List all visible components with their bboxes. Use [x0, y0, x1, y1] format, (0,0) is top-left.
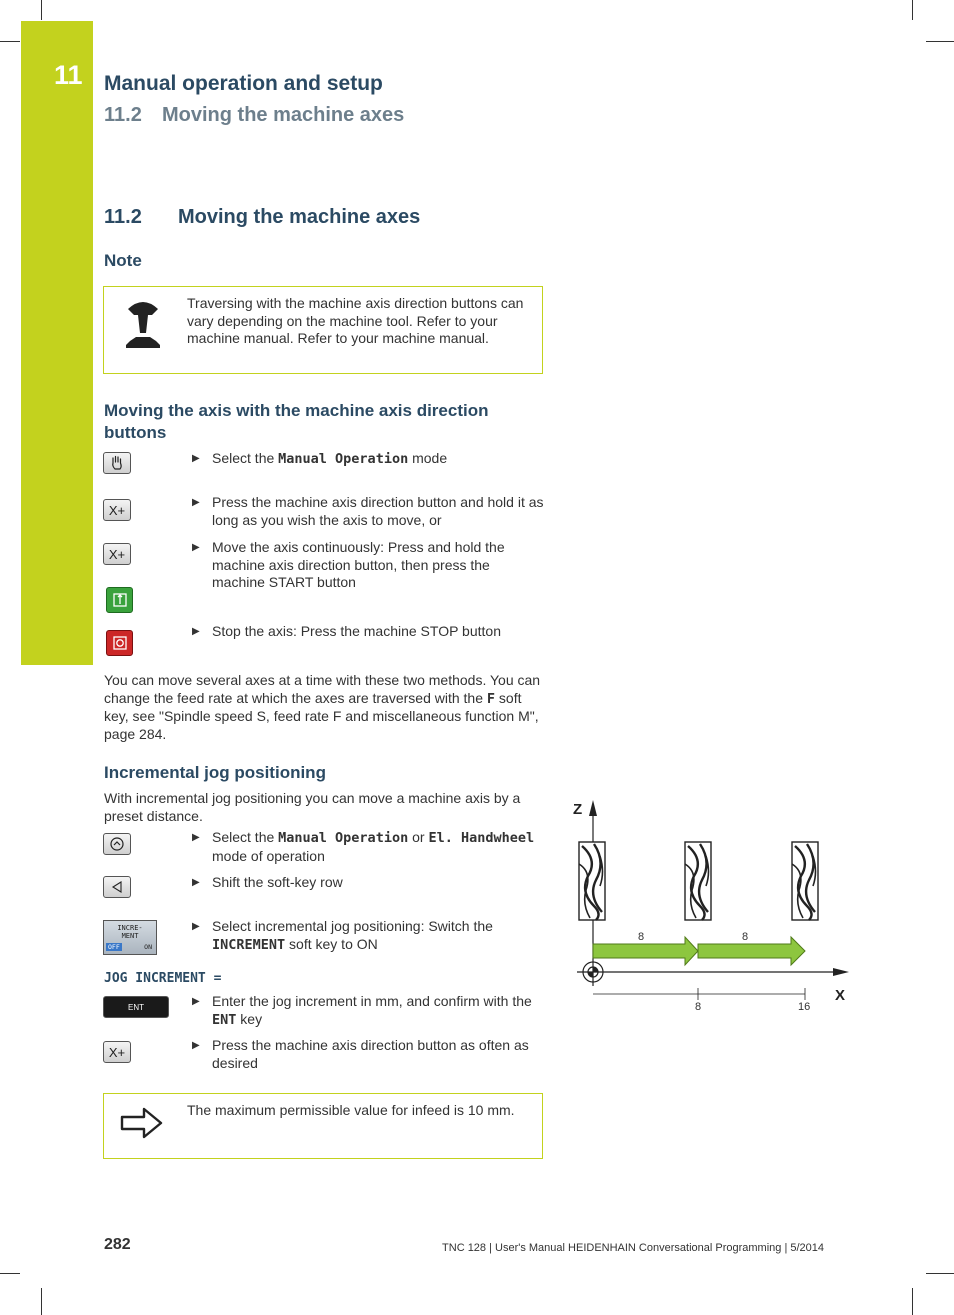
x-axis-arrowhead	[833, 968, 849, 976]
step-bullet-icon: ▶	[192, 877, 200, 888]
section-header-title: Moving the machine axes	[162, 104, 405, 126]
increment-label: 8	[742, 931, 749, 943]
machine-stop-key[interactable]	[106, 630, 133, 656]
crop-mark	[926, 1273, 954, 1274]
note-heading: Note	[104, 251, 142, 270]
step-shift-softkey-row: ▶ Shift the soft-key row	[192, 874, 343, 890]
milling-tool	[579, 842, 605, 920]
crop-mark	[41, 0, 42, 20]
step-move-continuously: ▶ Move the axis continuously: Press and hold the machine axis direction button, then press the machine START button	[192, 539, 505, 590]
handwheel-icon	[109, 836, 125, 852]
milling-tool	[685, 842, 711, 920]
increment-softkey[interactable]	[103, 920, 157, 955]
step-select-mode: ▶ Select the Manual Operation or El. Handwheel mode of operation	[192, 829, 535, 864]
step-switch-increment: ▶ Select incremental jog positioning: Switch the INCREMENT soft key to ON	[192, 918, 493, 953]
step-press-and-hold: ▶ Press the machine axis direction button and hold it as long as you wish the axis to move, or	[192, 494, 544, 528]
crop-mark	[0, 41, 20, 42]
incremental-intro: With incremental jog positioning you can move a machine axis by a preset distance.	[104, 790, 521, 824]
hand-icon	[110, 455, 124, 471]
step-press-repeatedly: ▶ Press the machine axis direction button as often as desired	[192, 1037, 529, 1071]
step-bullet-icon: ▶	[192, 921, 200, 932]
direction-buttons-paragraph: You can move several axes at a time with these two methods. You can change the feed rate at which the axes are traversed with the F soft key, see "Spindle speed S, feed rate F and miscellaneous function M", page 284.	[104, 672, 541, 742]
section-header	[104, 104, 404, 127]
crop-mark	[41, 1288, 42, 1315]
step-bullet-icon: ▶	[192, 1040, 200, 1051]
step-bullet-icon: ▶	[192, 453, 200, 464]
shift-softkey-row-key[interactable]	[103, 876, 131, 898]
step-bullet-icon: ▶	[192, 832, 200, 843]
x-plus-key[interactable]: X+	[103, 1041, 131, 1063]
increment-arrow	[593, 937, 698, 965]
softkey-on-indicator: ON	[144, 943, 152, 951]
chapter-tab	[21, 21, 93, 665]
dimension-label: 8	[695, 1001, 702, 1013]
crop-mark	[926, 41, 954, 42]
dimension-label: 16	[798, 1001, 811, 1013]
page-title-text: Moving the machine axes	[178, 206, 421, 228]
triangle-left-icon	[111, 881, 123, 893]
jog-increment-prompt: JOG INCREMENT =	[104, 971, 222, 986]
increment-arrow	[698, 937, 805, 965]
chapter-title: Manual operation and setup	[104, 72, 383, 95]
z-axis-label: Z	[573, 801, 583, 818]
note-text: Traversing with the machine axis direction buttons can vary depending on the machine tool. Refer to your machine manual. Refer to your machine manual.	[187, 295, 524, 346]
step-select-manual-operation: ▶ Select the Manual Operation mode	[192, 450, 448, 467]
footer-info: TNC 128 | User's Manual HEIDENHAIN Conversational Programming | 5/2014	[442, 1242, 824, 1254]
ent-key[interactable]: ENT	[103, 996, 169, 1018]
page-number: 282	[104, 1236, 131, 1253]
machine-start-key[interactable]	[106, 587, 133, 613]
step-bullet-icon: ▶	[192, 626, 200, 637]
handwheel-key[interactable]	[103, 833, 131, 855]
milling-tool	[792, 842, 818, 920]
x-plus-key[interactable]: X+	[103, 499, 131, 521]
step-bullet-icon: ▶	[192, 497, 200, 508]
x-plus-key[interactable]: X+	[103, 543, 131, 565]
crop-mark	[0, 1273, 20, 1274]
crop-mark	[912, 0, 913, 20]
step-bullet-icon: ▶	[192, 542, 200, 553]
tip-arrow-icon	[120, 1106, 164, 1140]
crop-mark	[912, 1288, 913, 1315]
stop-icon	[112, 635, 128, 651]
softkey-label: INCRE- MENT	[117, 924, 143, 940]
incremental-heading: Incremental jog positioning	[104, 763, 326, 782]
tip-text: The maximum permissible value for infeed is 10 mm.	[187, 1102, 515, 1118]
softkey-off-indicator: OFF	[108, 943, 120, 951]
step-enter-increment: ▶ Enter the jog increment in mm, and confirm with the ENT key	[192, 993, 532, 1028]
step-stop-axis: ▶ Stop the axis: Press the machine STOP button	[192, 623, 501, 639]
z-axis-arrowhead	[589, 800, 597, 816]
tip-box	[103, 1093, 543, 1159]
page-title-number: 11.2	[104, 206, 142, 228]
incremental-jog-diagram	[565, 790, 855, 1020]
increment-label: 8	[638, 931, 645, 943]
direction-buttons-heading: Moving the axis with the machine axis direction buttons	[104, 401, 489, 442]
hand-key[interactable]	[103, 452, 131, 474]
step-bullet-icon: ▶	[192, 996, 200, 1007]
machine-manual-icon	[122, 297, 164, 351]
section-header-number: 11.2	[104, 104, 142, 126]
x-axis-label: X	[835, 987, 846, 1004]
note-box	[103, 286, 543, 374]
start-icon	[112, 592, 128, 608]
page-title	[104, 206, 420, 229]
chapter-number: 11	[54, 60, 83, 90]
